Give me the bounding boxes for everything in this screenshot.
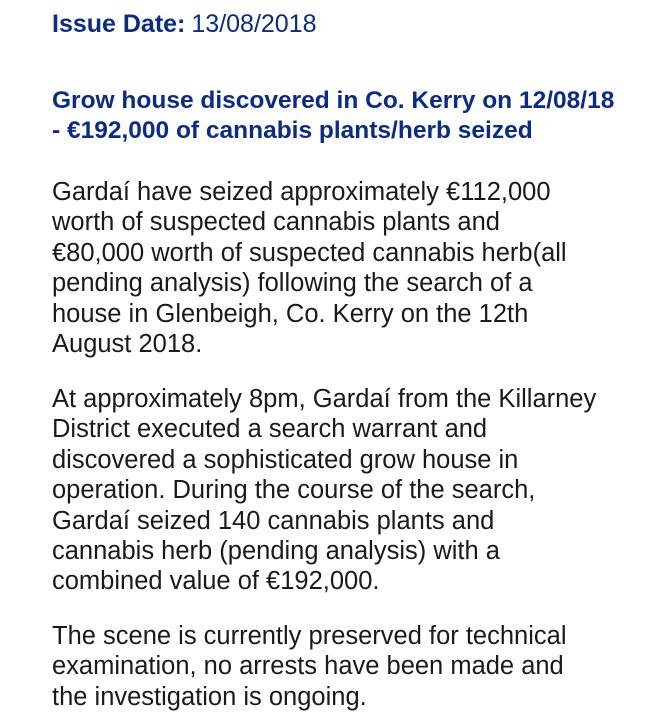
issue-date-label: Issue Date: (52, 10, 186, 38)
headline-line: - €192,000 of cannabis plants/herb seized (52, 117, 533, 144)
paragraph-line: €80,000 worth of suspected cannabis herb(all (52, 238, 567, 267)
article-paragraph-3 (52, 621, 642, 712)
article-paragraph-1 (52, 177, 642, 359)
paragraph-line: District executed a search warrant and (52, 415, 488, 444)
paragraph-line: August 2018. (52, 330, 203, 359)
headline-line: Grow house discovered in Co. Kerry on 12/08/18 (52, 87, 615, 114)
article-headline (52, 86, 642, 146)
paragraph-line: The scene is currently preserved for technical (52, 622, 567, 650)
paragraph-line: Gardaí seized 140 cannabis plants and (52, 506, 495, 535)
paragraph-line: worth of suspected cannabis plants and (52, 208, 500, 237)
issue-date-value: 13/08/2018 (191, 10, 317, 38)
paragraph-line: examination, no arrests have been made and (52, 652, 564, 681)
issue-date (52, 9, 317, 39)
paragraph-line: the investigation is ongoing. (52, 682, 367, 711)
paragraph-line: cannabis herb (pending analysis) with a (52, 537, 500, 566)
paragraph-line: operation. During the course of the search, (52, 476, 536, 505)
paragraph-line: pending analysis) following the search of a (52, 269, 533, 298)
article-paragraph-2 (52, 384, 642, 597)
paragraph-line: discovered a sophisticated grow house in (52, 445, 519, 474)
paragraph-line: house in Glenbeigh, Co. Kerry on the 12th (52, 299, 529, 328)
paragraph-line: Gardaí have seized approximately €112,000 (52, 178, 551, 206)
paragraph-line: combined value of €192,000. (52, 567, 380, 596)
paragraph-line: At approximately 8pm, Gardaí from the Killarney (52, 385, 597, 413)
